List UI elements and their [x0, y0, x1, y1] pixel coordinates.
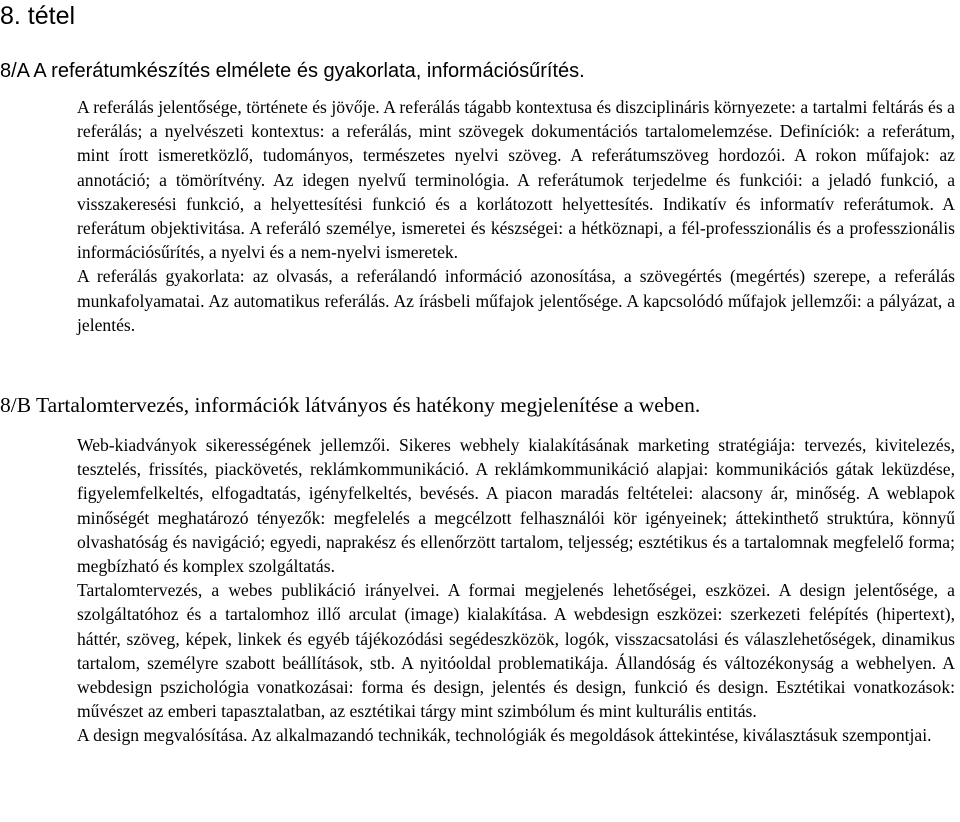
page-title: 8. tétel	[0, 2, 76, 30]
section-b-body	[77, 433, 955, 748]
section-b-paragraph-2: Tartalomtervezés, a webes publikáció irányelvei. A formai megjelenés lehetőségei, eszközei. A design jelentősége, a szolgáltatóhoz és a tartalomhoz illő arculat (image) kialakítása. A webdesign eszközei: szerkezeti felépítés (hipertext), háttér, szöveg, képek, linkek és egyéb tájékozódási segédeszközök, logók, visszacsatolási és válaszlehetőségek, dinamikus tartalom, személyre szabott beállítások, stb. A nyitóoldal problematikája. Állandóság és változékonyság a webhelyen. A webdesign pszichológia vonatkozásai: forma és design, jelentés és design, funkció és design. Esztétikai vonatkozások: művészet az emberi tapasztalatban, az esztétikai tárgy mint szimbólum és mint kulturális entitás.	[77, 580, 955, 722]
section-b-title: 8/B Tartalomtervezés, információk látványos és hatékony megjelenítése a weben.	[0, 393, 701, 417]
section-a-paragraph-2: A referálás gyakorlata: az olvasás, a referálandó információ azonosítása, a szövegértés (megértés) szerepe, a referálás munkafolyamatai. Az automatikus referálás. Az írásbeli műfajok jelentősége. A kapcsolódó műfajok jellemzői: a pályázat, a jelentés.	[77, 266, 955, 335]
section-a-title: 8/A A referátumkészítés elmélete és gyakorlata, információsűrítés.	[0, 60, 585, 82]
section-b-paragraph-3: A design megvalósítása. Az alkalmazandó technikák, technológiák és megoldások áttekintése, kiválasztásuk szempontjai.	[77, 725, 932, 746]
section-b-paragraph-1: Web-kiadványok sikerességének jellemzői. Sikeres webhely kialakításának marketing stratégiája: tervezés, kivitelezés, tesztelés, frissítés, piackövetés, reklámkommunikáció. A reklámkommunikáció alapjai: kommunikációs gátak leküzdése, figyelemfelkeltés, elfogadtatás, igényfelkeltés, bevésés. A piacon maradás feltételei: alacsony ár, minőség. A weblapok minőségét meghatározó tényezők: megfelelés a megcélzott felhasználói kör igényeinek; áttekinthető struktúra, könnyű olvashatóság és navigáció; egyedi, naprakész és ellenőrzött tartalom, teljesség; esztétikus és a tartalomnak megfelelő forma; megbízható és komplex szolgáltatás.	[77, 435, 955, 577]
section-a-paragraph-1: A referálás jelentősége, története és jövője. A referálás tágabb kontextusa és diszciplináris környezete: a tartalmi feltárás és a referálás; a nyelvészeti kontextus: a referálás, mint szövegek dokumentációs tartalomelemzése. Definíciók: a referátum, mint írott ismeretközlő, tudományos, természetes nyelvi szöveg. A referátumszöveg hordozói. A rokon műfajok: az annotáció; a tömörítvény. Az idegen nyelvű terminológia. A referátumok terjedelme és funkciói: a jeladó funkció, a visszakeresési funkció, a helyettesítési funkció és a korlátozott helyettesítés. Indikatív és informatív referátumok. A referátum objektivitása. A referáló személye, ismeretei és készségei: a hétköznapi, a fél-professzionális és a professzionális információsűrítés, a nyelvi és a nem-nyelvi ismeretek.	[77, 97, 955, 263]
section-a-body	[77, 95, 955, 337]
